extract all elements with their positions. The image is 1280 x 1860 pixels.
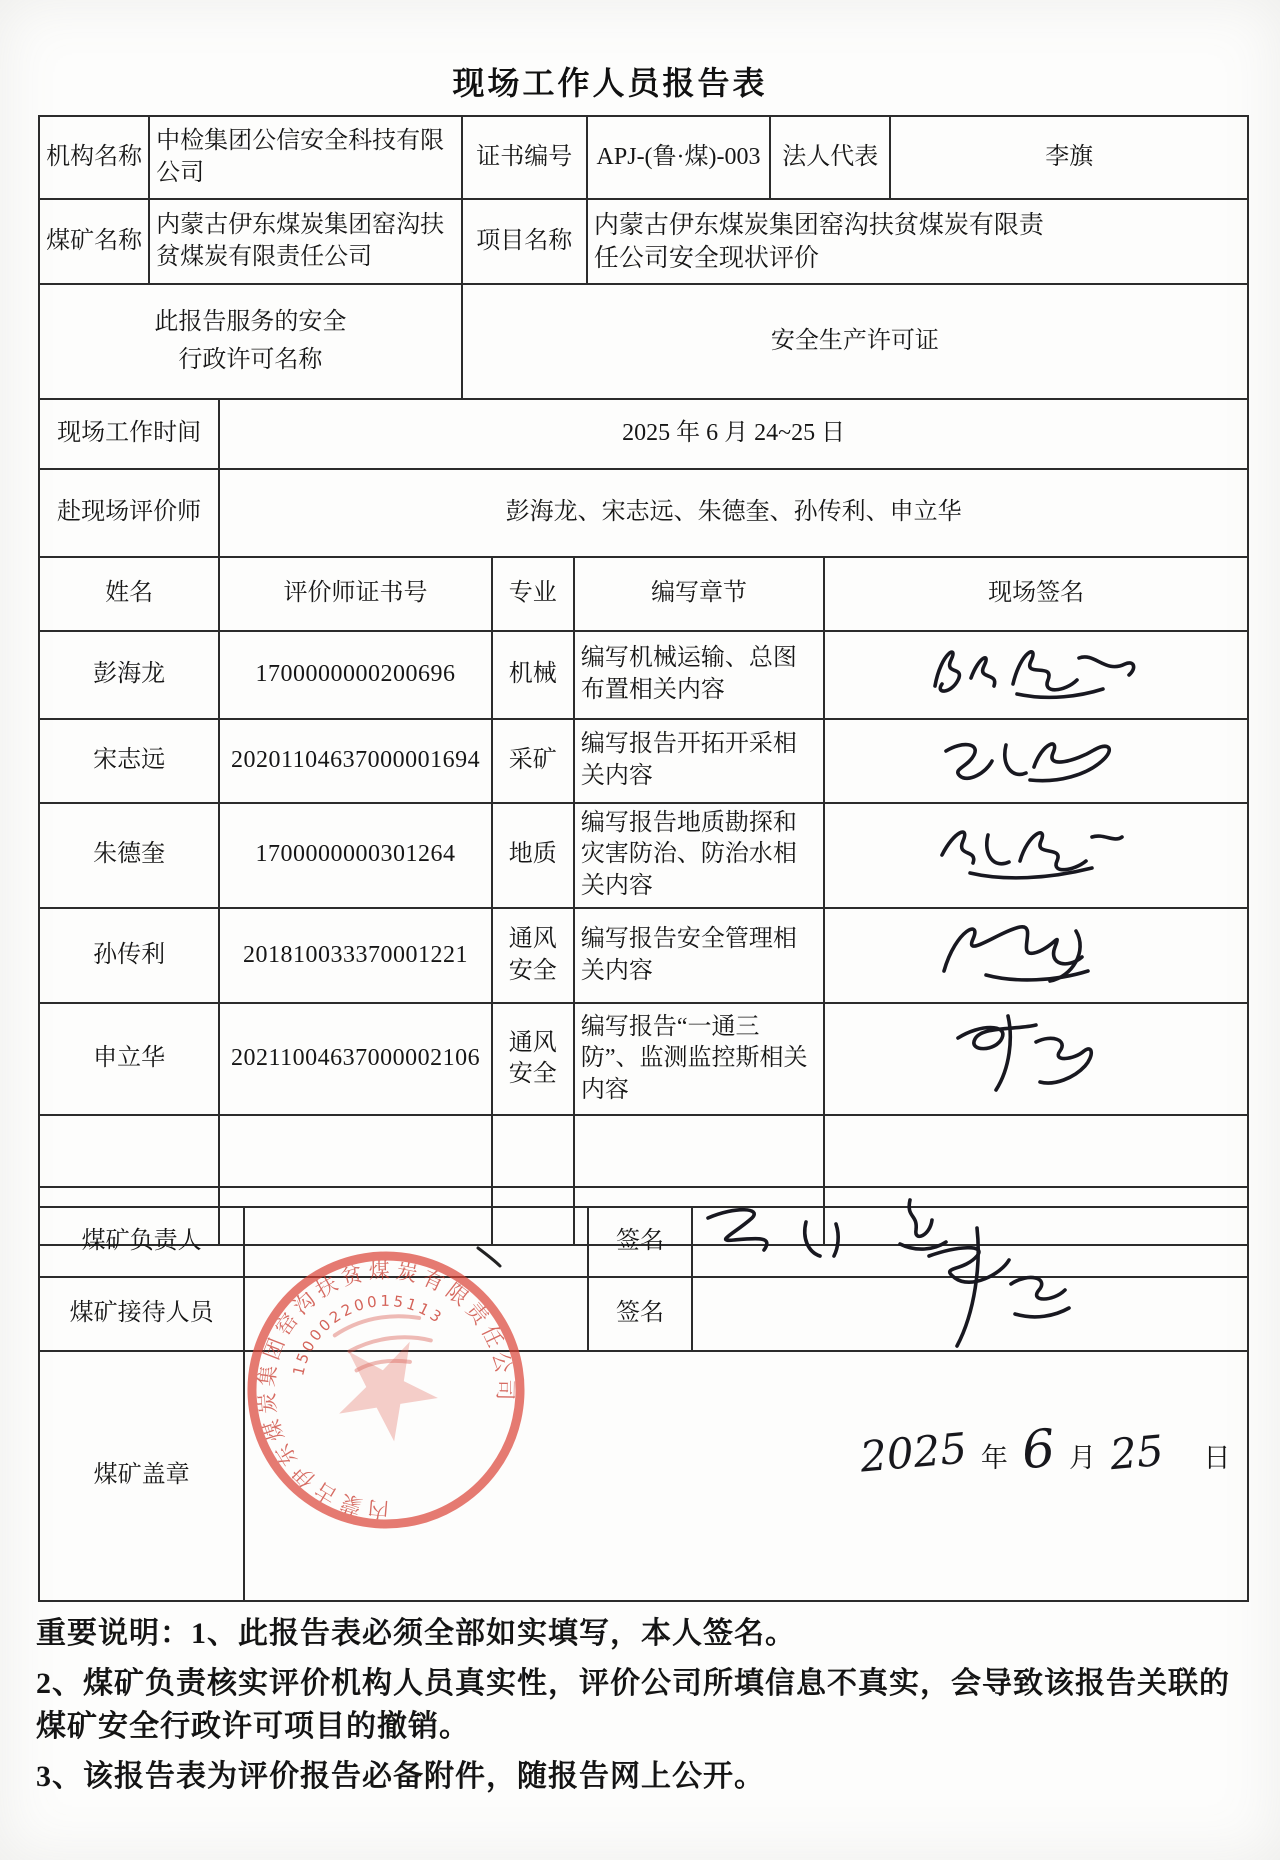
org-label: 机构名称 xyxy=(39,116,149,199)
person-chapters: 编写机械运输、总图布置相关内容 xyxy=(574,631,824,719)
table-row xyxy=(39,399,1248,469)
legal-rep-value: 李旗 xyxy=(890,116,1248,199)
handwritten-day: 25 xyxy=(1107,1425,1166,1480)
project-label: 项目名称 xyxy=(462,199,587,284)
sign-label: 签名 xyxy=(588,1277,692,1351)
legal-rep-label: 法人代表 xyxy=(770,116,890,199)
mine-label: 煤矿名称 xyxy=(39,199,149,284)
col-header-major: 专业 xyxy=(492,557,574,631)
evaluators-value: 彭海龙、宋志远、朱德奎、孙传利、申立华 xyxy=(219,469,1248,557)
table-row xyxy=(39,719,1248,803)
person-chapters: 编写报告地质勘探和灾害防治、防治水相关内容 xyxy=(574,803,824,908)
worktime-label: 现场工作时间 xyxy=(39,399,219,469)
evaluators-label: 赴现场评价师 xyxy=(39,469,219,557)
person-cert: 20211004637000002106 xyxy=(219,1003,491,1115)
table-row xyxy=(39,803,1248,908)
person-chapters: 编写报告安全管理相关内容 xyxy=(574,908,824,1004)
col-header-chapters: 编写章节 xyxy=(574,557,824,631)
person-name: 朱德奎 xyxy=(39,803,219,908)
info-table xyxy=(38,115,1249,400)
signature-zhudekui xyxy=(824,803,1248,908)
mine-stamp-label: 煤矿盖章 xyxy=(39,1351,244,1601)
table-row xyxy=(39,631,1248,719)
mine-reception-label: 煤矿接待人员 xyxy=(39,1277,244,1351)
person-name: 申立华 xyxy=(39,1003,219,1115)
handwritten-year: 2025 xyxy=(858,1423,969,1482)
person-name: 孙传利 xyxy=(39,908,219,1004)
sign-label: 签名 xyxy=(588,1207,692,1277)
project-value: 内蒙古伊东煤炭集团窑沟扶贫煤炭有限责任公司安全现状评价 xyxy=(587,199,1248,284)
license-label: 此报告服务的安全 行政许可名称 xyxy=(39,284,462,399)
handwritten-date: 2025 年 6 月 25 日 xyxy=(858,1418,1231,1482)
signature-songzhiyuan xyxy=(824,719,1248,803)
note-line: 2、煤矿负责核实评价机构人员真实性，评价公司所填信息不真实，会导致该报告关联的煤矿安全行政许可项目的撤销。 xyxy=(36,1666,1230,1743)
table-row xyxy=(39,1003,1248,1115)
person-chapters: 编写报告“一通三防”、监测监控斯相关内容 xyxy=(574,1003,824,1115)
person-name: 彭海龙 xyxy=(39,631,219,719)
handwritten-month: 6 xyxy=(1019,1418,1058,1482)
org-value: 中检集团公信安全科技有限公司 xyxy=(149,116,462,199)
person-major: 机械 xyxy=(492,631,574,719)
mine-value: 内蒙古伊东煤炭集团窑沟扶贫煤炭有限责任公司 xyxy=(149,199,462,284)
personnel-table xyxy=(38,556,1249,1246)
signature-shenlihua xyxy=(824,1003,1248,1115)
col-header-cert: 评价师证书号 xyxy=(219,557,491,631)
mine-responsible-label: 煤矿负责人 xyxy=(39,1207,244,1277)
person-name: 宋志远 xyxy=(39,719,219,803)
license-value: 安全生产许可证 xyxy=(462,284,1248,399)
worktime-table xyxy=(38,398,1249,558)
stamp-star-icon xyxy=(330,1339,444,1449)
table-row xyxy=(39,284,1248,399)
col-header-name: 姓名 xyxy=(39,557,219,631)
signature-sunchuanli xyxy=(824,908,1248,1004)
table-row xyxy=(39,469,1248,557)
table-row xyxy=(39,908,1248,1004)
col-header-signature: 现场签名 xyxy=(824,557,1248,631)
person-major: 地质 xyxy=(492,803,574,908)
table-header-row xyxy=(39,557,1248,631)
person-major: 通风安全 xyxy=(492,908,574,1004)
worktime-value: 2025 年 6 月 24~25 日 xyxy=(219,399,1248,469)
person-cert: 1700000000301264 xyxy=(219,803,491,908)
person-cert: 20201104637000001694 xyxy=(219,719,491,803)
important-notes xyxy=(36,1612,1252,1804)
table-row xyxy=(39,199,1248,284)
empty-row xyxy=(39,1115,1248,1187)
cert-value: APJ-(鲁·煤)-003 xyxy=(587,116,770,199)
person-chapters: 编写报告开拓开采相关内容 xyxy=(574,719,824,803)
page-title: 现场工作人员报告表 xyxy=(452,65,768,101)
stamp-rim-text: 内蒙古伊东煤炭集团窑沟扶贫煤炭有限责任公司 xyxy=(254,1258,518,1522)
signature-penghailong xyxy=(824,631,1248,719)
person-cert: 1700000000200696 xyxy=(219,631,491,719)
mine-red-stamp xyxy=(238,1242,534,1538)
person-major: 通风安全 xyxy=(492,1003,574,1115)
signature-mine-reception xyxy=(905,1212,1095,1362)
pen-tick-mark xyxy=(472,1244,506,1270)
note-line: 3、该报告表为评价报告必备附件，随报告网上公开。 xyxy=(36,1759,765,1793)
note-line: 重要说明：1、此报告表必须全部如实填写，本人签名。 xyxy=(36,1617,796,1650)
person-cert: 201810033370001221 xyxy=(219,908,491,1004)
cert-label: 证书编号 xyxy=(462,116,587,199)
table-row xyxy=(39,116,1248,199)
person-major: 采矿 xyxy=(492,719,574,803)
stamp-number: 15000220015113 xyxy=(289,1291,447,1378)
